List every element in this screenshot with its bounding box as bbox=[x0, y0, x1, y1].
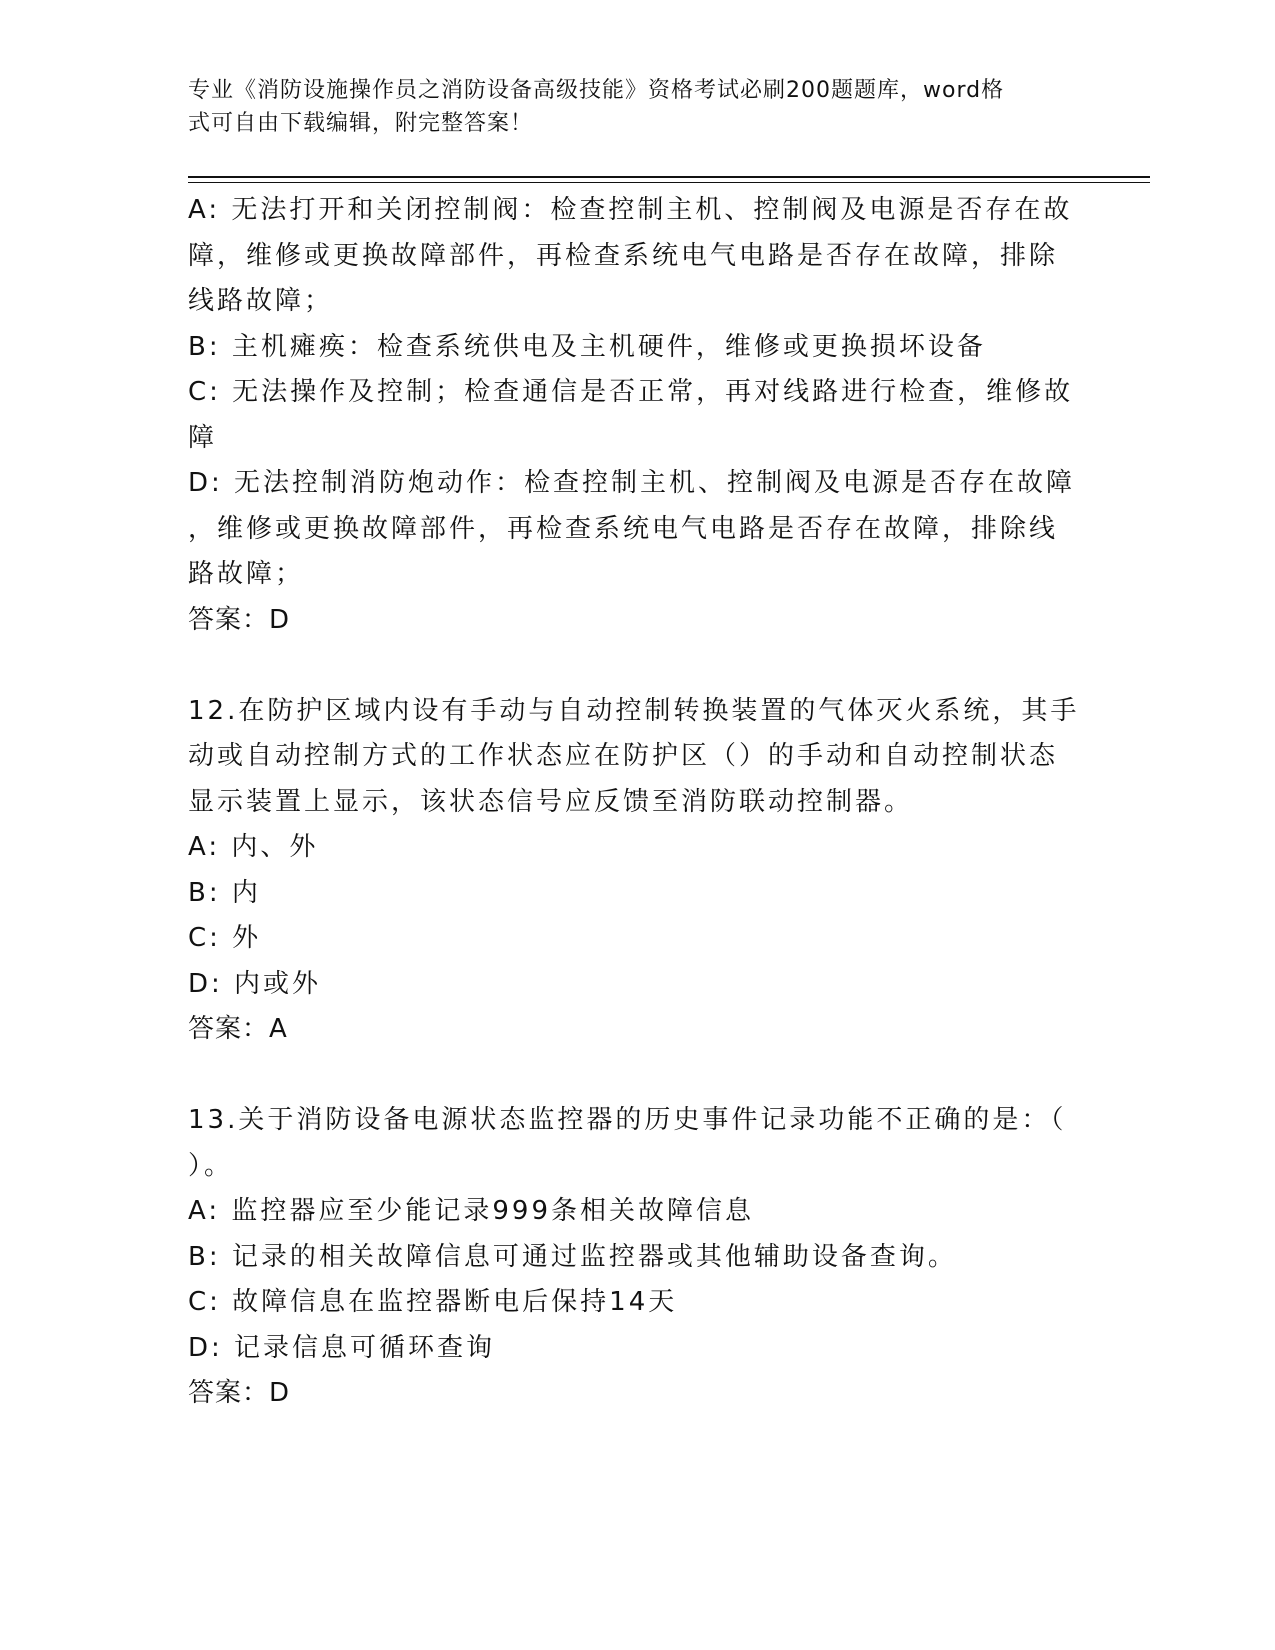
q12-answer: 答案：A bbox=[188, 1014, 288, 1044]
q12-option-c: C: 外 bbox=[188, 923, 262, 953]
header-line-2: 式可自由下载编辑，附完整答案！ bbox=[188, 111, 534, 136]
q12-option-d: D: 内或外 bbox=[188, 968, 322, 999]
q13-option-d: D: 记录信息可循环查询 bbox=[188, 1332, 496, 1363]
q13-stem bbox=[188, 1098, 1088, 1189]
document-header bbox=[188, 74, 1088, 140]
question-content bbox=[188, 188, 1088, 1417]
q13-option-c: C: 故障信息在监控器断电后保持14天 bbox=[188, 1287, 678, 1317]
q11-option-a bbox=[188, 188, 1088, 325]
q11-option-c bbox=[188, 370, 1088, 461]
q11-answer: 答案：D bbox=[188, 604, 291, 635]
q12-stem-line: 12.在防护区域内设有手动与自动控制转换装置的气体灭火系统，其手 bbox=[188, 695, 1080, 726]
header-rule-thin bbox=[188, 182, 1150, 183]
q11-option-a-line: 障，维修或更换故障部件，再检查系统电气电路是否存在故障，排除 bbox=[188, 240, 1059, 271]
q11-option-c-line: C: 无法操作及控制；检查通信是否正常，再对线路进行检查，维修故 bbox=[188, 377, 1074, 407]
q13-stem-line: ）。 bbox=[188, 1150, 234, 1181]
q11-option-b-line: B: 主机瘫痪：检查系统供电及主机硬件，维修或更换损坏设备 bbox=[188, 331, 986, 362]
q11-option-c-line: 障 bbox=[188, 422, 218, 453]
q13-option-a: A: 监控器应至少能记录999条相关故障信息 bbox=[188, 1196, 754, 1226]
q12-stem bbox=[188, 689, 1088, 826]
q12-stem-line: 动或自动控制方式的工作状态应在防护区（）的手动和自动控制状态 bbox=[188, 741, 1059, 771]
q13-option-b: B: 记录的相关故障信息可通过监控器或其他辅助设备查询。 bbox=[188, 1241, 957, 1272]
question-spacer bbox=[188, 1053, 1088, 1099]
q11-option-a-line: A: 无法打开和关闭控制阀：检查控制主机、控制阀及电源是否存在故 bbox=[188, 195, 1073, 225]
q13-answer: 答案：D bbox=[188, 1378, 291, 1408]
q13-stem-line: 13.关于消防设备电源状态监控器的历史事件记录功能不正确的是：（ bbox=[188, 1105, 1067, 1135]
q12-option-a: A: 内、外 bbox=[188, 832, 319, 862]
q11-option-d-line: ，维修或更换故障部件，再检查系统电气电路是否存在故障，排除线 bbox=[188, 513, 1059, 544]
q11-option-b bbox=[188, 325, 1088, 371]
header-line-1: 专业《消防设施操作员之消防设备高级技能》资格考试必刷200题题库，word格 bbox=[188, 78, 1005, 103]
q11-option-d-line: 路故障； bbox=[188, 559, 305, 589]
header-rule-thick bbox=[188, 176, 1150, 178]
q11-option-a-line: 线路故障； bbox=[188, 286, 334, 316]
q12-option-b: B: 内 bbox=[188, 877, 261, 908]
q11-option-d bbox=[188, 461, 1088, 598]
q11-option-d-line: D: 无法控制消防炮动作：检查控制主机、控制阀及电源是否存在故障 bbox=[188, 468, 1076, 498]
question-spacer bbox=[188, 643, 1088, 689]
q12-stem-line: 显示装置上显示，该状态信号应反馈至消防联动控制器。 bbox=[188, 786, 914, 817]
